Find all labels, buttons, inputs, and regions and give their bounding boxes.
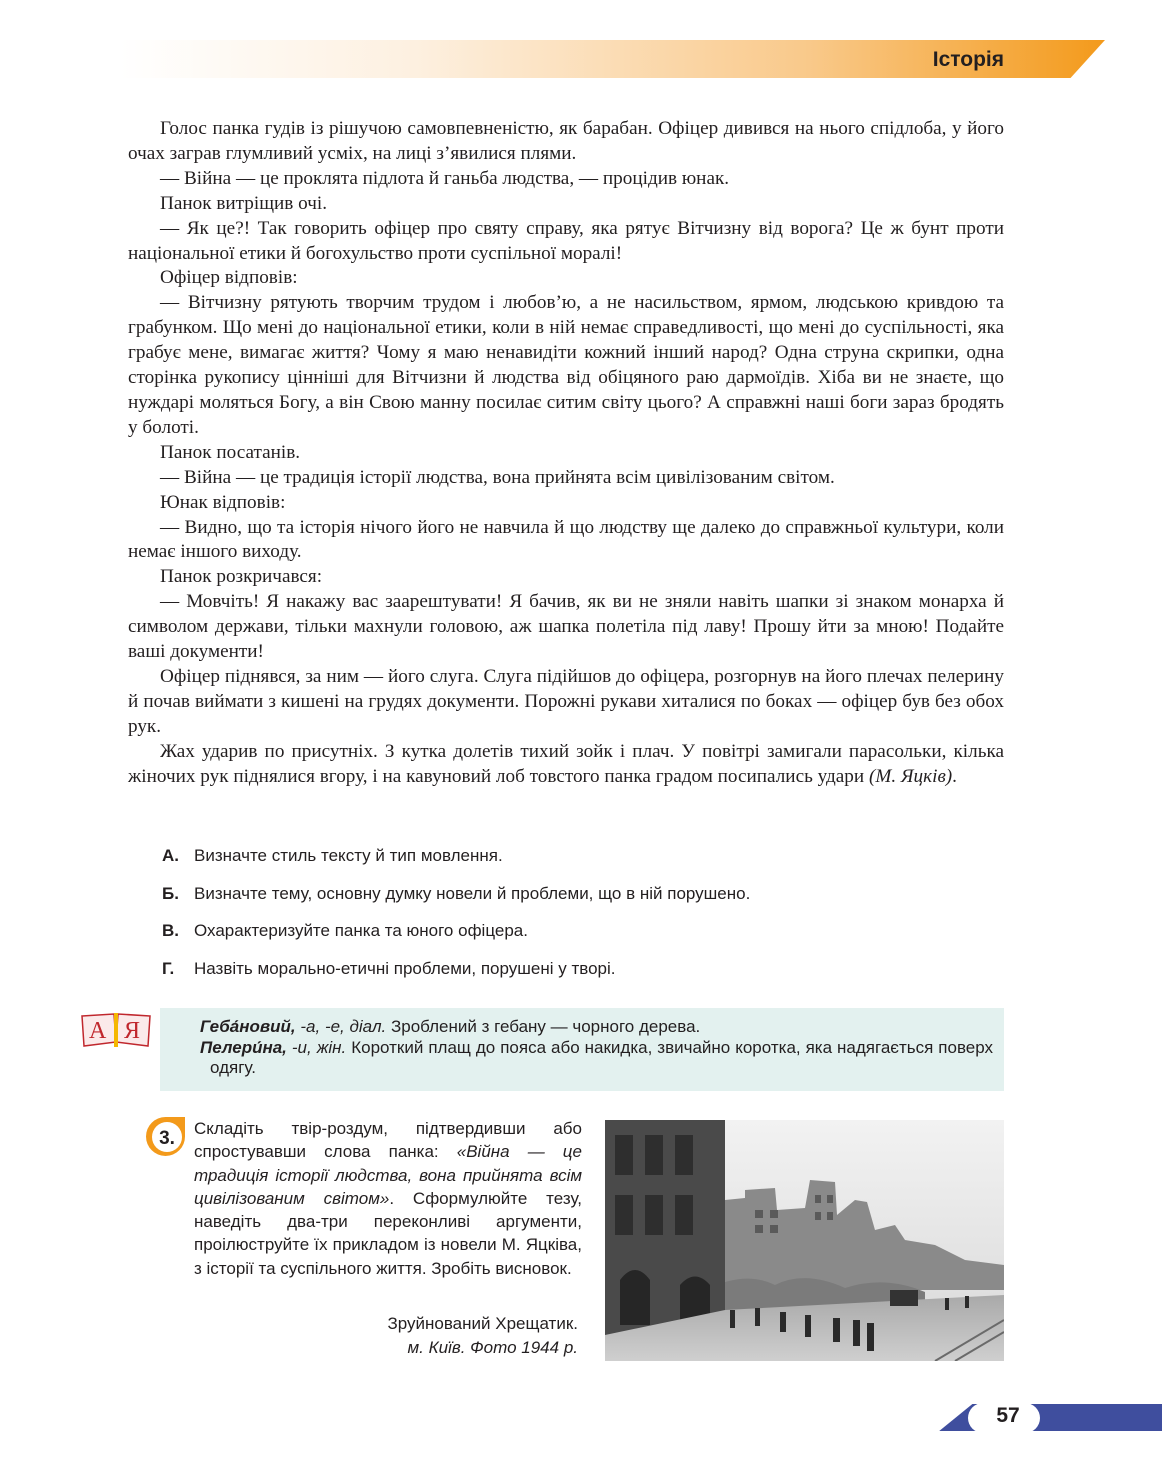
section-title: Історія (932, 48, 1004, 71)
task-text: Визначте стиль тексту й тип мовлення. (194, 846, 503, 865)
photo-caption (318, 1312, 578, 1360)
paragraph: — Як це?! Так говорить офіцер про святу справу, яка рятує Вітчизну від ворога? Це ж бунт проти національної етики й богохульство проти суспільної моралі! (128, 217, 1004, 264)
dictionary-book-icon (80, 1012, 152, 1048)
author-attribution: (М. Яцків) (868, 765, 953, 787)
dictionary-entry (200, 1038, 993, 1079)
story-text (128, 117, 1004, 789)
paragraph-text: Жах ударив по присутніх. З кутка долетів тихий зойк і плач. У повітрі замигали парасольки, кілька жіночих рук піднялися вгору, і на кавуновий лоб товстого панка градом посипались удари (128, 740, 1004, 787)
page-number: 57 (996, 1404, 1020, 1427)
paragraph: — Війна — це проклята підлота й ганьба людства, — процідив юнак. (160, 167, 730, 189)
paragraph: Панок розкричався: (160, 566, 323, 588)
dict-definition: Короткий плащ до пояса або накидка, звичайно коротка, яка надягається поверх одягу. (210, 1037, 993, 1077)
task-number: 3. (159, 1128, 175, 1149)
period: . (952, 765, 957, 787)
task3-text-before: Складіть твір-роздум, підтвердивши або спростувавши слова панка: (194, 1119, 582, 1162)
task3-quote: «Війна — це традиція історії людства, вона прийнята всім цивілізованим світом» (194, 1142, 582, 1208)
dict-letter-a: А (89, 1018, 107, 1044)
paragraph: Юнак відповів: (160, 491, 286, 513)
task-item (162, 884, 1004, 922)
ruined-street-photo (605, 1120, 1004, 1361)
task-item (162, 846, 1004, 884)
task-number-badge (144, 1115, 187, 1158)
dict-grammar: -а, -е, діал. (295, 1017, 387, 1036)
task-text: Охарактеризуйте панка та юного офіцера. (194, 921, 528, 940)
dict-definition: Зроблений з гебану — чорного дерева. (386, 1017, 701, 1036)
dict-headword: Пелери́на, (200, 1037, 287, 1057)
task-letter: Г. (162, 958, 175, 978)
task-letter: А. (162, 846, 179, 865)
task-letter: В. (162, 921, 179, 940)
paragraph: — Мовчіть! Я накажу вас заарештувати! Я бачив, як ви не зняли навіть шапки зі знаком монарха й символом держави, тільки махнули головою, аж шапка полетіла під лаву! Прошу йти за мною! Подайте ваші документи! (128, 591, 1004, 663)
task-list (162, 846, 1004, 996)
paragraph: Офіцер піднявся, за ним — його слуга. Слуга підійшов до офіцера, розгорнув на його плечах пелерину й почав виймати з кишені на грудях документи. Порожні рукави хиталися по боках — офіцер був без обох рук. (128, 665, 1004, 737)
paragraph: Панок витріщив очі. (160, 192, 328, 214)
task3-text-after: . Сформулюйте тезу, наведіть два-три переконливі аргументи, проілюструйте їх прикладом із новели М. Яцківа, з історії та суспільного життя. Зробіть висновок. (194, 1188, 582, 1278)
task-text: Назвіть морально-етичні проблеми, порушені у творі. (194, 958, 616, 978)
paragraph: Панок посатанів. (160, 441, 301, 463)
caption-subtitle: м. Київ. Фото 1944 р. (407, 1338, 578, 1357)
dictionary-entry (200, 1017, 993, 1038)
paragraph: — Війна — це традиція історії людства, вона прийнята всім цивілізованим світом. (160, 466, 835, 488)
task3-text (194, 1117, 582, 1280)
dict-grammar: -и, жін. (286, 1037, 347, 1057)
paragraph: — Вітчизну рятують творчим трудом і любов’ю, а не насильством, ярмом, людською кривдою та грабунком. Що мені до національної етики, коли в ній немає справедливості, що мені до суспільності, яка грабує мене, вимагає життя? Чому я маю ненавидіти кожний інший народ? Одна струна скрипки, одна сторінка рукопису цінніші для Вітчизни й людства від обіцяного раю дармоїдів. Хіба ви не знаєте, що нуждарі моляться Богу, а він Свою манну посилає ситим світу цього? А справжні наші боги зараз бродять у болоті. (128, 292, 1004, 438)
paragraph: Офіцер відповів: (160, 267, 298, 289)
task-item (162, 921, 1004, 959)
dictionary-entries (200, 1017, 993, 1079)
task-letter: Б. (162, 883, 179, 903)
paragraph: — Видно, що та історія нічого його не навчила й що людству ще далеко до справжньої культури, коли немає іншого виходу. (128, 516, 1004, 563)
dict-headword: Геба́новий, (200, 1017, 296, 1036)
dict-letter-ya: Я (124, 1018, 141, 1044)
paragraph: Голос панка гудів із рішучою самовпевненістю, як барабан. Офіцер дивився на нього спідлоба, у його очах заграв глумливий усміх, на лиці з’явилися плями. (128, 118, 1004, 164)
historical-photo (605, 1120, 1004, 1361)
caption-title: Зруйнований Хрещатик. (387, 1314, 578, 1333)
task-item (162, 959, 1004, 997)
task-text: Визначте тему, основну думку новели й проблеми, що в ній порушено. (194, 883, 751, 903)
paragraph (128, 740, 1004, 790)
